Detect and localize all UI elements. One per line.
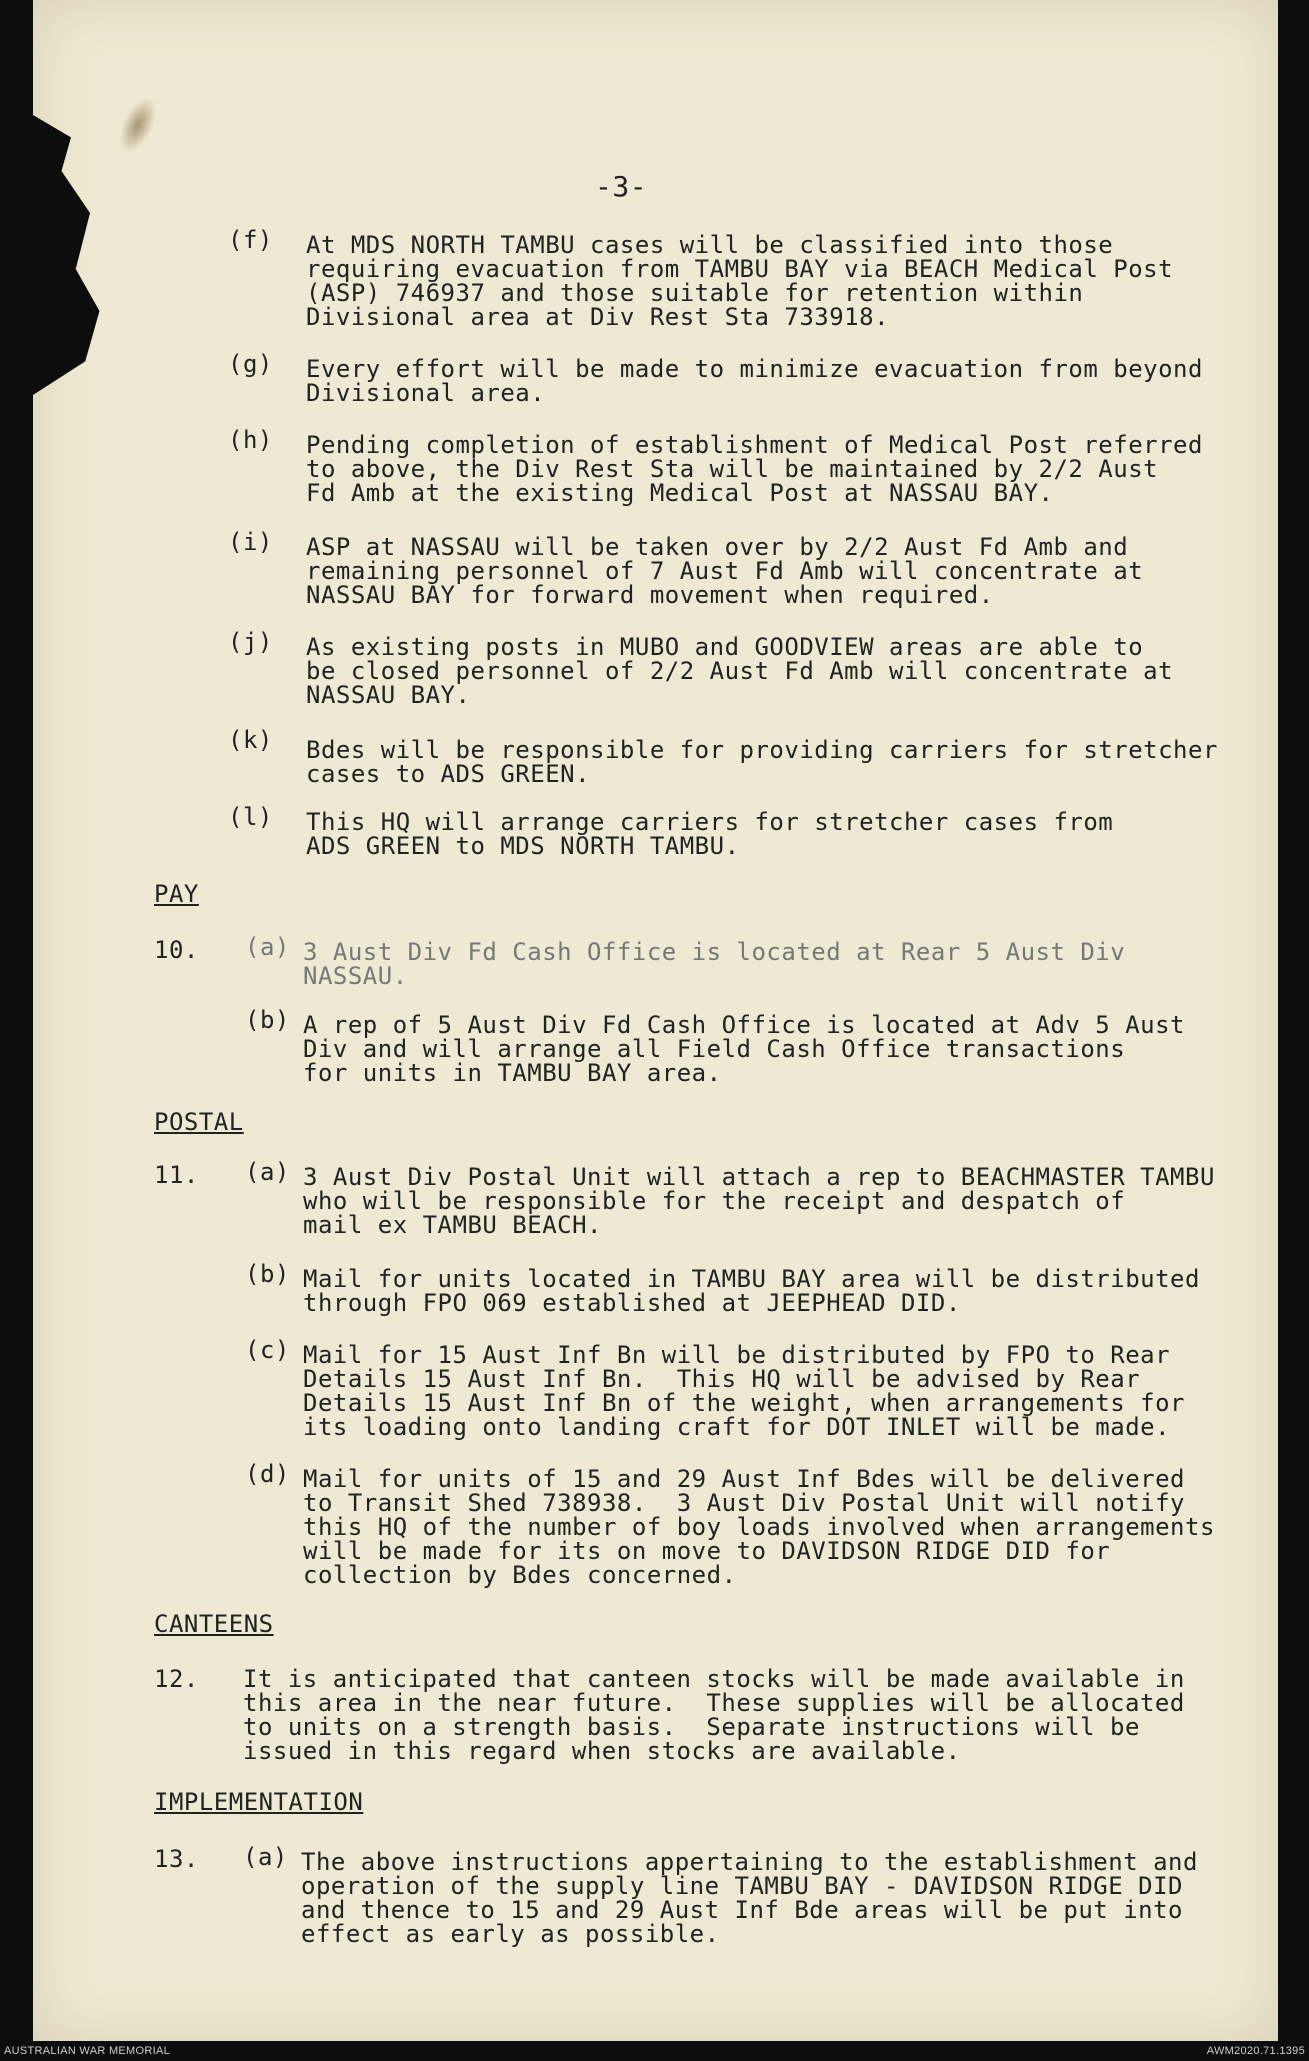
postal-c-label: (c): [245, 1336, 290, 1364]
item-label-f: (f): [228, 226, 273, 254]
pay-number: 10.: [154, 936, 199, 964]
canteens-number: 12.: [154, 1665, 199, 1693]
postal-number: 11.: [154, 1161, 199, 1189]
pay-b-label: (b): [245, 1006, 290, 1034]
postal-b-label: (b): [245, 1260, 290, 1288]
postal-c-text: Mail for 15 Aust Inf Bn will be distributed by FPO to Rear Details 15 Aust Inf Bn. This HQ will be advised by Rear Details 15 Aust Inf Bn of the weight, when arrangements for its loading onto landing craft for DOT INLET will be made.: [303, 1341, 1186, 1441]
postal-a-label: (a): [245, 1158, 290, 1186]
postal-a-text: 3 Aust Div Postal Unit will attach a rep to BEACHMASTER TAMBU who will be responsible for the receipt and despatch of mail ex TAMBU BEACH.: [303, 1163, 1215, 1239]
torn-edge: [33, 115, 128, 395]
item-label-k: (k): [228, 726, 273, 754]
item-j-text: As existing posts in MUBO and GOODVIEW areas are able to be closed personnel of 2/2 Aust Fd Amb will concentrate at NASSAU BAY.: [306, 633, 1174, 709]
item-h-text: Pending completion of establishment of Medical Post referred to above, the Div Rest Sta will be maintained by 2/2 Aust Fd Amb at the existing Medical Post at NASSAU BAY.: [306, 431, 1203, 507]
item-g-text: Every effort will be made to minimize evacuation from beyond Divisional area.: [306, 355, 1203, 407]
item-label-h: (h): [228, 426, 273, 454]
pay-a-label: (a): [245, 933, 290, 961]
rust-stain: [112, 91, 165, 158]
postal-heading: POSTAL: [154, 1108, 244, 1136]
item-k-text: Bdes will be responsible for providing carriers for stretcher cases to ADS GREEN.: [306, 736, 1218, 788]
implementation-a-text: The above instructions appertaining to the establishment and operation of the supply line TAMBU BAY - DAVIDSON RIDGE DID and thence to 15 and 29 Aust Inf Bde areas will be put into effect as early as possible.: [301, 1848, 1198, 1948]
item-label-l: (l): [228, 803, 273, 831]
page-number: -3-: [595, 170, 648, 203]
implementation-number: 13.: [154, 1845, 199, 1873]
pay-heading: PAY: [154, 880, 199, 908]
pay-a-text: 3 Aust Div Fd Cash Office is located at Rear 5 Aust Div NASSAU.: [303, 938, 1126, 990]
implementation-a-label: (a): [243, 1843, 288, 1871]
footer-right: AWM2020.71.1395: [1206, 2045, 1305, 2057]
item-label-i: (i): [228, 528, 273, 556]
canteens-text: It is anticipated that canteen stocks will be made available in this area in the near future. These supplies will be allocated to units on a strength basis. Separate instructions will be issued in this regard when stocks are available.: [243, 1665, 1185, 1765]
document-page: [33, 0, 1278, 2041]
canteens-heading: CANTEENS: [154, 1610, 274, 1638]
footer-left: AUSTRALIAN WAR MEMORIAL: [4, 2045, 171, 2057]
postal-b-text: Mail for units located in TAMBU BAY area will be distributed through FPO 069 established at JEEPHEAD DID.: [303, 1265, 1200, 1317]
postal-d-text: Mail for units of 15 and 29 Aust Inf Bdes will be delivered to Transit Shed 738938. 3 Aust Div Postal Unit will notify this HQ of the number of boy loads involved when arrangements will be made for its on move to DAVIDSON RIDGE DID for collection by Bdes concerned.: [303, 1465, 1215, 1589]
item-label-g: (g): [228, 350, 273, 378]
item-f-text: At MDS NORTH TAMBU cases will be classified into those requiring evacuation from TAMBU BAY via BEACH Medical Post (ASP) 746937 and those suitable for retention within Divisional area at Div Rest Sta 733918.: [306, 231, 1174, 331]
pay-b-text: A rep of 5 Aust Div Fd Cash Office is located at Adv 5 Aust Div and will arrange all Field Cash Office transactions for units in TAMBU BAY area.: [303, 1011, 1186, 1087]
item-label-j: (j): [228, 628, 273, 656]
item-l-text: This HQ will arrange carriers for stretcher cases from ADS GREEN to MDS NORTH TAMBU.: [306, 808, 1114, 860]
implementation-heading: IMPLEMENTATION: [154, 1788, 364, 1816]
item-i-text: ASP at NASSAU will be taken over by 2/2 Aust Fd Amb and remaining personnel of 7 Aust Fd Amb will concentrate at NASSAU BAY for forward movement when required.: [306, 533, 1144, 609]
postal-d-label: (d): [245, 1460, 290, 1488]
